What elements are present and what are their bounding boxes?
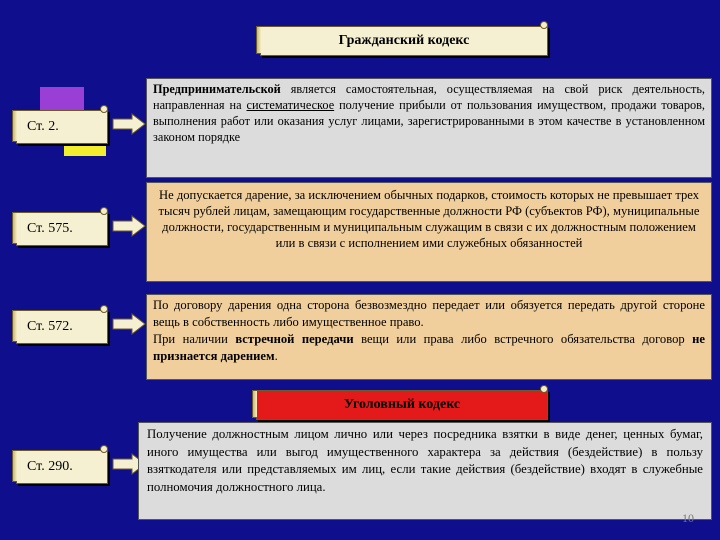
civil-code-header: [260, 26, 548, 56]
article-label: Ст. 2.: [27, 119, 59, 134]
article-text-290: Получение должностным лицом лично или через посредника взятки в виде денег, ценных бумаг, иного имущества или выгод имущественного характера за действия (бездействие) в пользу взяткодателя или представляемых им лиц, если такие действия (бездействие) входят в служебные полномочия должностного лица.: [138, 422, 712, 520]
page-number: 10: [682, 511, 694, 525]
paragraph-2: При наличии встречной передачи вещи или права либо встречного обязательства договор не признается дарением.: [153, 332, 705, 363]
article-label: Ст. 290.: [27, 459, 73, 474]
criminal-code-header: [256, 390, 548, 420]
article-label-290: [16, 450, 108, 484]
civil-code-title: Гражданский кодекс: [338, 33, 470, 48]
article-label-575: [16, 212, 108, 246]
text-bold: Предпринимательской: [153, 82, 281, 96]
article-label: Ст. 572.: [27, 319, 73, 334]
arrow-right-icon: [112, 313, 146, 335]
article-text-575: Не допускается дарение, за исключением обычных подарков, стоимость которых не превышает трех тысяч рублей лицам, замещающим государственные должности РФ (субъектов РФ), муниципальные должности, государственным и муниципальным служащим в связи с их должностным положением или в связи с исполнением ими служебных обязанностей: [146, 182, 712, 282]
article-label: Ст. 575.: [27, 221, 73, 236]
article-label-2: [16, 110, 108, 144]
article-text-2: Предпринимательской является самостоятельная, осуществляемая на свой риск деятельность, направленная на систематическое получение прибыли от пользования имуществом, продажи товаров, выполнения работ или оказания услуг лицами, зарегистрированными в этом качестве в установленном законом порядке: [146, 78, 712, 178]
article-label-572: [16, 310, 108, 344]
arrow-right-icon: [112, 113, 146, 135]
text-underline: систематическое: [246, 98, 335, 112]
paragraph-1: По договору дарения одна сторона безвозмездно передает или обязуется передать другой стороне вещь в собственность либо имущественное право.: [153, 298, 705, 329]
criminal-code-title: Уголовный кодекс: [343, 397, 461, 412]
arrow-right-icon: [112, 215, 146, 237]
article-text-572: [146, 294, 712, 380]
